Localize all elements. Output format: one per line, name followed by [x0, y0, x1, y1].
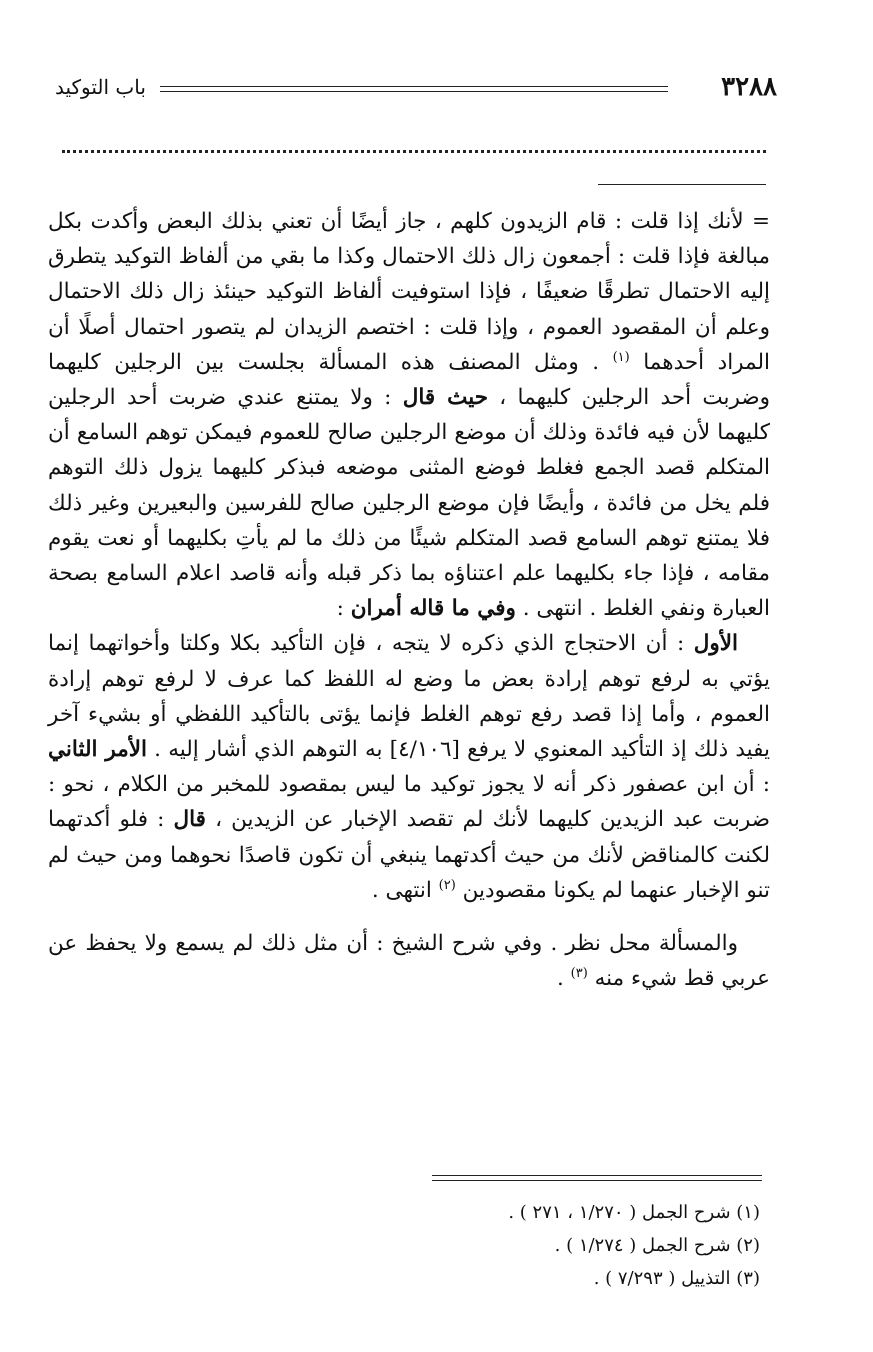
text-run: . ومثل المصنف هذه المسألة بجلست بين الرجلين كليهما وضربت أحد الرجلين كليهما ، [48, 349, 770, 411]
text-run: انتهى . [371, 877, 439, 903]
bold-phrase: قال [173, 807, 206, 833]
paragraph-2 [48, 626, 770, 908]
text-run: : [336, 596, 351, 622]
paragraph-1 [48, 204, 770, 626]
footnote-rule [432, 1175, 762, 1181]
paragraph-3 [48, 926, 770, 996]
footnote-2: (٢) شرح الجمل ( ١/٢٧٤ ) . [554, 1235, 760, 1256]
continuation-rule [598, 184, 766, 185]
text-run: . [556, 966, 571, 992]
text-run: = لأنك إذا قلت : قام الزيدون كلهم ، جاز أيضًا أن تعني بذلك البعض وأكدت بكل مبالغة فإذا قلت : أجمعون زال ذلك الاحتمال وكذا ما بقي من ألفاظ التوكيد يتطرق إليه الاحتمال تطرقًا ضعيفًا ، فإذا استوفيت ألفاظ التوكيد حينئذ زال ذلك الاحتمال وعلم أن المقصود العموم ، وإذا قلت : اختصم الزيدان لم يتصور احتمال أصلًا أن المراد أحدهما [48, 209, 770, 375]
footnotes [300, 1196, 760, 1295]
bold-phrase: وفي ما قاله أمران [350, 596, 516, 622]
page-number: ٣٢٨٨ [721, 72, 777, 102]
running-title: باب التوكيد [55, 75, 146, 99]
main-text [48, 204, 770, 996]
text-run: : أن ابن عصفور ذكر أنه لا يجوز توكيد ما ليس بمقصود للمخبر من الكلام ، نحو : ضربت عبد الزيدين كليهما لأنك لم تقصد الإخبار عن الزيدين ، [48, 772, 770, 833]
bold-phrase: الأول [693, 631, 738, 657]
footnote-ref-2[interactable]: (٢) [438, 877, 456, 893]
text-run: : ولا يمتنع عندي ضربت أحد الرجلين كليهما لأن فيه فائدة وذلك أن موضع الرجلين صالح للعموم فيمكن توهم السامع أن المتكلم قصد الجمع فغلط فوضع المثنى موضعه فبذكر كليهما يزول ذلك التوهم فلم يخل من فائدة ، وأيضًا فإن موضع الرجلين صالح للفرسين والبعيرين وغير ذلك فلا يمتنع توهم السامع قصد المتكلم شيئًا من ذلك ما لم يأتِ بكليهما أو نعت يقوم مقامه ، فإذا جاء بكليهما علم اعتناؤه بما ذكر قبله وأنه قاصد اعلام السامع بصحة العبارة ونفي الغلط . انتهى . [48, 385, 770, 622]
text-run: والمسألة محل نظر . وفي شرح الشيخ : أن مثل ذلك لم يسمع ولا يحفظ عن عربي قط شيء منه [48, 931, 770, 992]
bold-phrase: الأمر الثاني [48, 737, 147, 763]
text-run: : فلو أكدتهما لكنت كالمناقض لأنك من حيث أكدتهما ينبغي أن تكون قاصدًا نحوهما ومن حيث لم تنو الإخبار عنهما لم يكونا مقصودين [48, 807, 770, 903]
footnote-3: (٣) التذييل ( ٧/٢٩٣ ) . [593, 1268, 760, 1289]
footnote-ref-3[interactable]: (٣) [570, 966, 588, 982]
footnote-ref-1[interactable]: (١) [612, 349, 630, 365]
text-run: : أن الاحتجاج الذي ذكره لا يتجه ، فإن التأكيد بكلا وكلتا وأخواتهما إنما يؤتي به لرفع توهم إرادة بعض ما وضع له اللفظ كما عرف لا لرفع توهم إرادة العموم ، وأما إذا قصد رفع توهم الغلط فإنما يؤتى بالتأكيد اللفظي أو بشيء آخر يفيد ذلك إذ التأكيد المعنوي لا يرفع [٤/١٠٦] به التوهم الذي أشار إليه . [48, 631, 770, 763]
bold-phrase: حيث قال [402, 385, 488, 411]
footnote-1: (١) شرح الجمل ( ١/٢٧٠ ، ٢٧١ ) . [508, 1202, 760, 1223]
dotted-separator [62, 150, 766, 153]
header-rule [160, 86, 668, 92]
